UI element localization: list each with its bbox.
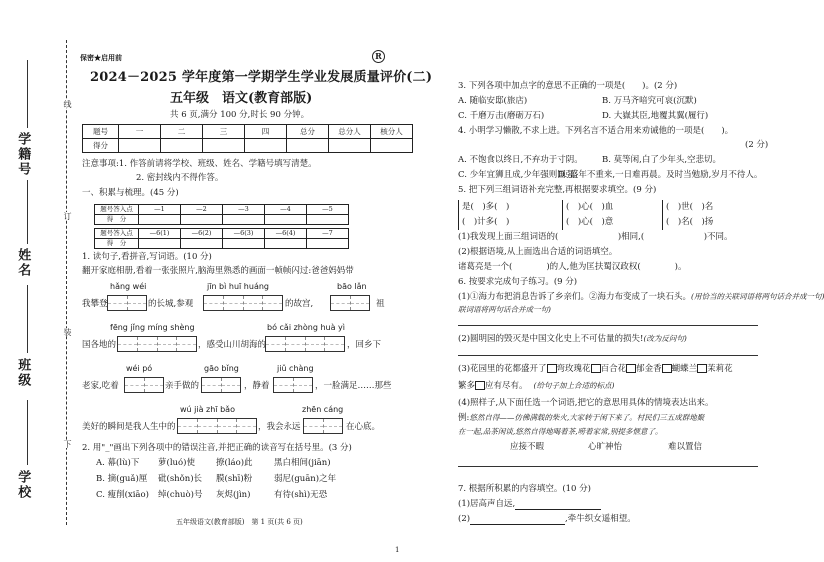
q5-g2-1: ( )心( )血 [566,202,614,212]
score-row-label: 得分 [83,139,119,153]
q2-b-4: 弱尼(guān)之年 [274,474,337,484]
score-cell[interactable] [265,215,307,225]
secret-label: 保密★启用前 [80,53,122,62]
exam-info: 共 6 页,满分 100 分,时长 90 分钟。 [170,110,310,120]
score-cell[interactable] [287,139,329,153]
q7-title: 7. 根据所积累的内容填空。(10 分) [458,484,591,494]
q2-option-a[interactable] [96,458,331,469]
sentence-text: ，感受山川胡海的 [198,340,267,350]
blank[interactable] [470,524,565,525]
sentence-text: 的故宫, [285,299,314,309]
answer-grid[interactable] [177,418,257,434]
seal-mark-4: 下 [63,440,72,448]
pinyin: wéi pó [126,364,153,373]
score-header-cell: 一 [119,125,161,139]
score-header-cell: 总分 [287,125,329,139]
q6-s3-line2[interactable] [458,381,614,392]
answer-line[interactable] [458,466,758,467]
q2-c-3: 灰烬(jìn) [216,490,251,500]
q6-s3-item: 百合花 [600,364,627,374]
q7-s1-text: (1)居高声自远, [458,499,516,509]
score-cell[interactable] [307,239,349,249]
q2-option-c[interactable] [96,490,327,501]
q5-g1-2: ( )计多( ) [462,217,510,227]
answer-grid[interactable] [265,336,345,352]
cell: 得 分 [95,215,139,225]
seal-mark-3: 装 [63,328,72,336]
answer-grid[interactable] [124,377,164,393]
answer-grid[interactable] [330,295,370,311]
cell: —6(3) [223,229,265,239]
cell: —6(2) [181,229,223,239]
q6-4-option[interactable]: 心旷神怡 [588,442,623,452]
cell: 得 分 [95,239,139,249]
score-cell[interactable] [329,139,371,153]
score-header-cell: 二 [161,125,203,139]
score-cell[interactable] [181,215,223,225]
cell: —1 [139,205,181,215]
sentence-text: 我攀登 [82,299,108,309]
score-cell[interactable] [139,215,181,225]
cell: 题号答入点 [95,205,139,215]
sentence-text: ，一脸满足……那些 [315,381,392,391]
footer-left: 五年级语文(教育部版) 第 1 页(共 6 页) [176,518,303,526]
q1-intro: 翻开家庭相册,看着一张张照片,脑海里熟悉的画面一帧帧闪过:爸爸妈妈带 [82,266,354,276]
note-1: 注意事项:1. 作答前请将学校、班级、姓名、学籍号填写清楚。 [82,159,317,169]
q6-s3[interactable] [458,364,733,375]
score-header-cell: 四 [245,125,287,139]
q2-b-2: 砒(shǒn)长 [158,474,203,484]
q6-title: 6. 按要求完成句子练习。(9 分) [458,277,578,287]
q2-c-1: C. 瘦削(xiāo) [96,490,149,500]
q3-option-c[interactable]: C. 千磨万击(磨砺万石) [458,111,545,121]
pinyin: fēng jǐng míng shèng [110,323,195,332]
pinyin: bó cǎi zhòng huà [267,323,336,332]
q2-b-1: B. 摘(guǎ)厘 [96,474,148,484]
school-label: 学校 [15,470,31,500]
answer-line[interactable] [458,355,758,356]
answer-grid[interactable] [303,418,343,434]
example-word: 悠然自得—— [469,413,515,422]
q2-a-2: 萝(luó)使 [158,458,195,468]
score-header-cell: 题号 [83,125,119,139]
q6-s1 [458,292,824,303]
q6-s3-hint: (给句子加上合适的标点) [533,381,615,390]
q6-4-title: (4)照样子,从下面任选一个词语,把它的意思用具体的情境表达出来。 [458,398,714,408]
example-text: 仿佛满载的柴火,大家转于闲下来了。村民们三五成群地聚 [514,413,705,422]
q6-s1-hint: (用恰当的关联词语将两句话合并成一句) [691,292,824,301]
q5-title: 5. 把下列三组词语补充完整,再根据要求填空。(9 分) [458,185,657,195]
punct-box[interactable] [697,364,707,373]
cell: —5 [307,205,349,215]
name-label: 姓名 [15,248,31,278]
pinyin: gāo bǐng [204,364,239,373]
score-cell[interactable] [119,139,161,153]
cell: —7 [307,229,349,239]
q6-4-example [458,413,704,424]
q6-s1-text: (1)①海力布把消息告诉了乡亲们。②海力布变成了一块石头。 [458,292,692,302]
pinyin: hǎng wéi [110,282,147,291]
score-header-cell: 核分人 [371,125,413,139]
answer-grid[interactable] [273,377,313,393]
q4-title: 4. 小明学习懒散,不求上进。下列名言不适合用来劝诫他的一项是( )。 [458,126,734,136]
score-table [82,124,413,153]
q5-g2-2: ( )心( )意 [566,217,614,227]
cell: —6(1) [139,229,181,239]
q4-option-a[interactable]: A. 不饱食以终日,不弃功于寸阴。 [458,155,583,165]
seal-mark-2: 订 [63,212,72,220]
registered-mark: R [372,50,385,63]
score-cell[interactable] [265,239,307,249]
q5-g3-2: ( )名( )扬 [666,217,714,227]
score-cell[interactable] [223,215,265,225]
punct-box[interactable] [547,364,557,373]
cell: 题号答入点 [95,229,139,239]
example-label: 例: [458,413,470,423]
q3-option-b[interactable]: B. 万马齐喑究可哀(沉默) [602,96,697,106]
score-cell[interactable] [203,139,245,153]
q5-group-3[interactable] [662,200,713,230]
cell: —2 [181,205,223,215]
q5-g1-1: 是( )多( ) [462,202,510,212]
student-id-label: 学籍号 [15,132,31,177]
name-field[interactable] [27,180,28,244]
exam-title: 2024－2025 学年度第一学期学生学业发展质量评价(二) [90,70,433,85]
cell: —6(4) [265,229,307,239]
pinyin: bāo lǎn [337,282,367,291]
score-cell[interactable] [181,239,223,249]
score-cell[interactable] [245,139,287,153]
q7-s2-b: ,牵牛织女遥相望。 [565,514,636,524]
cell: —3 [223,205,265,215]
answer-grid[interactable] [107,295,147,311]
note-2: 2. 密封线内不得作答。 [136,173,224,183]
q4-option-c[interactable]: C. 少年宜狮且成,少年强则国强。 [458,170,583,180]
punct-box[interactable] [662,364,672,373]
answer-grid[interactable] [203,295,283,311]
seal-mark-top: 线 [63,100,72,108]
cell: —4 [265,205,307,215]
answer-grid[interactable] [117,336,197,352]
q2-c-4: 有待(shì)无恐 [274,490,328,500]
q3-title: 3. 下列各项中加点字的意思不正确的一项是( )。(2 分) [458,81,678,91]
q5-group-1[interactable] [458,200,509,230]
q2-b-3: 膜(shī)粉 [216,474,253,484]
q2-a-3: 撩(láo)此 [216,458,253,468]
sentence-text: ，回乡下 [347,340,382,350]
q6-s1-hint-cont: 联词语将两句话合并成一句) [458,305,551,314]
seal-line [66,40,67,525]
blank[interactable] [515,509,601,510]
sentence-text: 的长城,参观 [148,299,194,309]
q6-s3-b: 繁多 [458,381,476,391]
small-score-table-2 [94,228,349,249]
q6-s3-item: 蝴蝶兰 [671,364,698,374]
sentence-text: 老家,吃着 [82,381,119,391]
q6-s2 [458,334,687,345]
q4-option-b[interactable]: B. 莫等闲,白了少年头,空悲切。 [602,155,722,165]
q5-sub-2: (2)根据语境,从上面选出合适的词语填空。 [458,247,618,257]
section-1-title: 一、积累与梳理。(45 分) [82,188,179,198]
score-cell[interactable] [161,139,203,153]
q2-option-b[interactable] [96,474,336,485]
pinyin: jīn bì huī huáng [207,282,269,291]
sentence-text: 美好的瞬间是我人生中的 [82,422,176,432]
q5-g3-1: ( )世( )名 [666,202,714,212]
pinyin: yì [338,323,345,332]
punct-box[interactable] [626,364,636,373]
q6-s3-a: (3)花园里的花都盛开了 [458,364,547,374]
q2-a-1: A. 幕(lù)下 [96,458,140,468]
score-cell[interactable] [371,139,413,153]
punct-box[interactable] [591,364,601,373]
q6-4-option[interactable]: 应接不暇 [510,442,545,452]
q7-s2[interactable] [458,514,636,525]
answer-grid[interactable] [201,377,241,393]
q5-sub-1[interactable]: (1)我发现上面三组词语的( )相同,( )不同。 [458,232,733,242]
q7-s1[interactable] [458,499,601,510]
q6-4-example-cont: 在一起,品茶闲谈,悠然自得地喝着茶,唠着家常,别提多惬意了。 [458,427,663,436]
q6-s2-text: (2)圆明园的毁灭是中国文化史上不可估量的损失! [458,334,644,344]
q1-title: 1. 读句子,看拼音,写词语。(10 分) [82,252,212,262]
q5-sub-3[interactable]: 诸葛亮是一个( )的人,他为匡扶蜀汉政权( )。 [458,262,687,272]
notes [82,157,317,185]
sentence-text: 国各地的 [82,340,117,350]
score-header-cell: 三 [203,125,245,139]
sentence-text: 祖 [376,299,385,309]
q4-score: (2 分) [745,140,769,150]
q2-title: 2. 用"_"画出下列各项中的错误注音,并把正确的读音写在括号里。(3 分) [82,443,352,453]
score-header-cell: 总分人 [329,125,371,139]
q3-option-d[interactable]: D. 大嶽其臣,地覆其翼(履行) [602,111,709,121]
sentence-text: 亲手做的 [165,381,200,391]
sentence-text: ，我会永远 [258,422,301,432]
school-field[interactable] [27,400,28,465]
q6-s3-item: 弯玫瑰花 [556,364,591,374]
q7-s2-text: (2) [458,514,471,524]
pinyin: jiǔ chàng [277,364,314,373]
q3-option-a[interactable]: A. 随临安邸(旅店) [458,96,528,106]
exam-subtitle: 五年级 语文(教育部版) [170,91,313,106]
pinyin: zhēn cáng [302,405,344,414]
q6-s3-item: 茉莉花 [707,364,733,374]
page-number: 1 [395,546,400,554]
q4-option-d[interactable]: D. 盛年不重来,一日难再晨。及时当勉励,岁月不待人。 [558,170,763,180]
sentence-text: ，静着 [244,381,270,391]
q6-s3-item: 郁金香 [636,364,662,374]
score-cell[interactable] [223,239,265,249]
q6-s3-c: 应有尽有。 [485,381,528,391]
pinyin: wú jià zhī bǎo [180,405,235,414]
q2-a-4: 黑白相间(jiān) [274,458,331,468]
q6-s2-hint: (改为反问句) [643,334,687,343]
q5-group-2[interactable] [562,200,613,230]
punct-box[interactable] [475,381,485,390]
q2-c-2: 绰(chuò)号 [158,490,203,500]
score-cell[interactable] [139,239,181,249]
sentence-text: 在心底。 [346,422,381,432]
class-label: 班级 [15,358,31,388]
score-cell[interactable] [307,215,349,225]
q6-4-option[interactable]: 难以置信 [668,442,703,452]
class-field[interactable] [27,285,28,353]
student-id-field[interactable] [27,60,28,128]
small-score-table-1 [94,204,349,225]
answer-line[interactable] [458,325,758,326]
